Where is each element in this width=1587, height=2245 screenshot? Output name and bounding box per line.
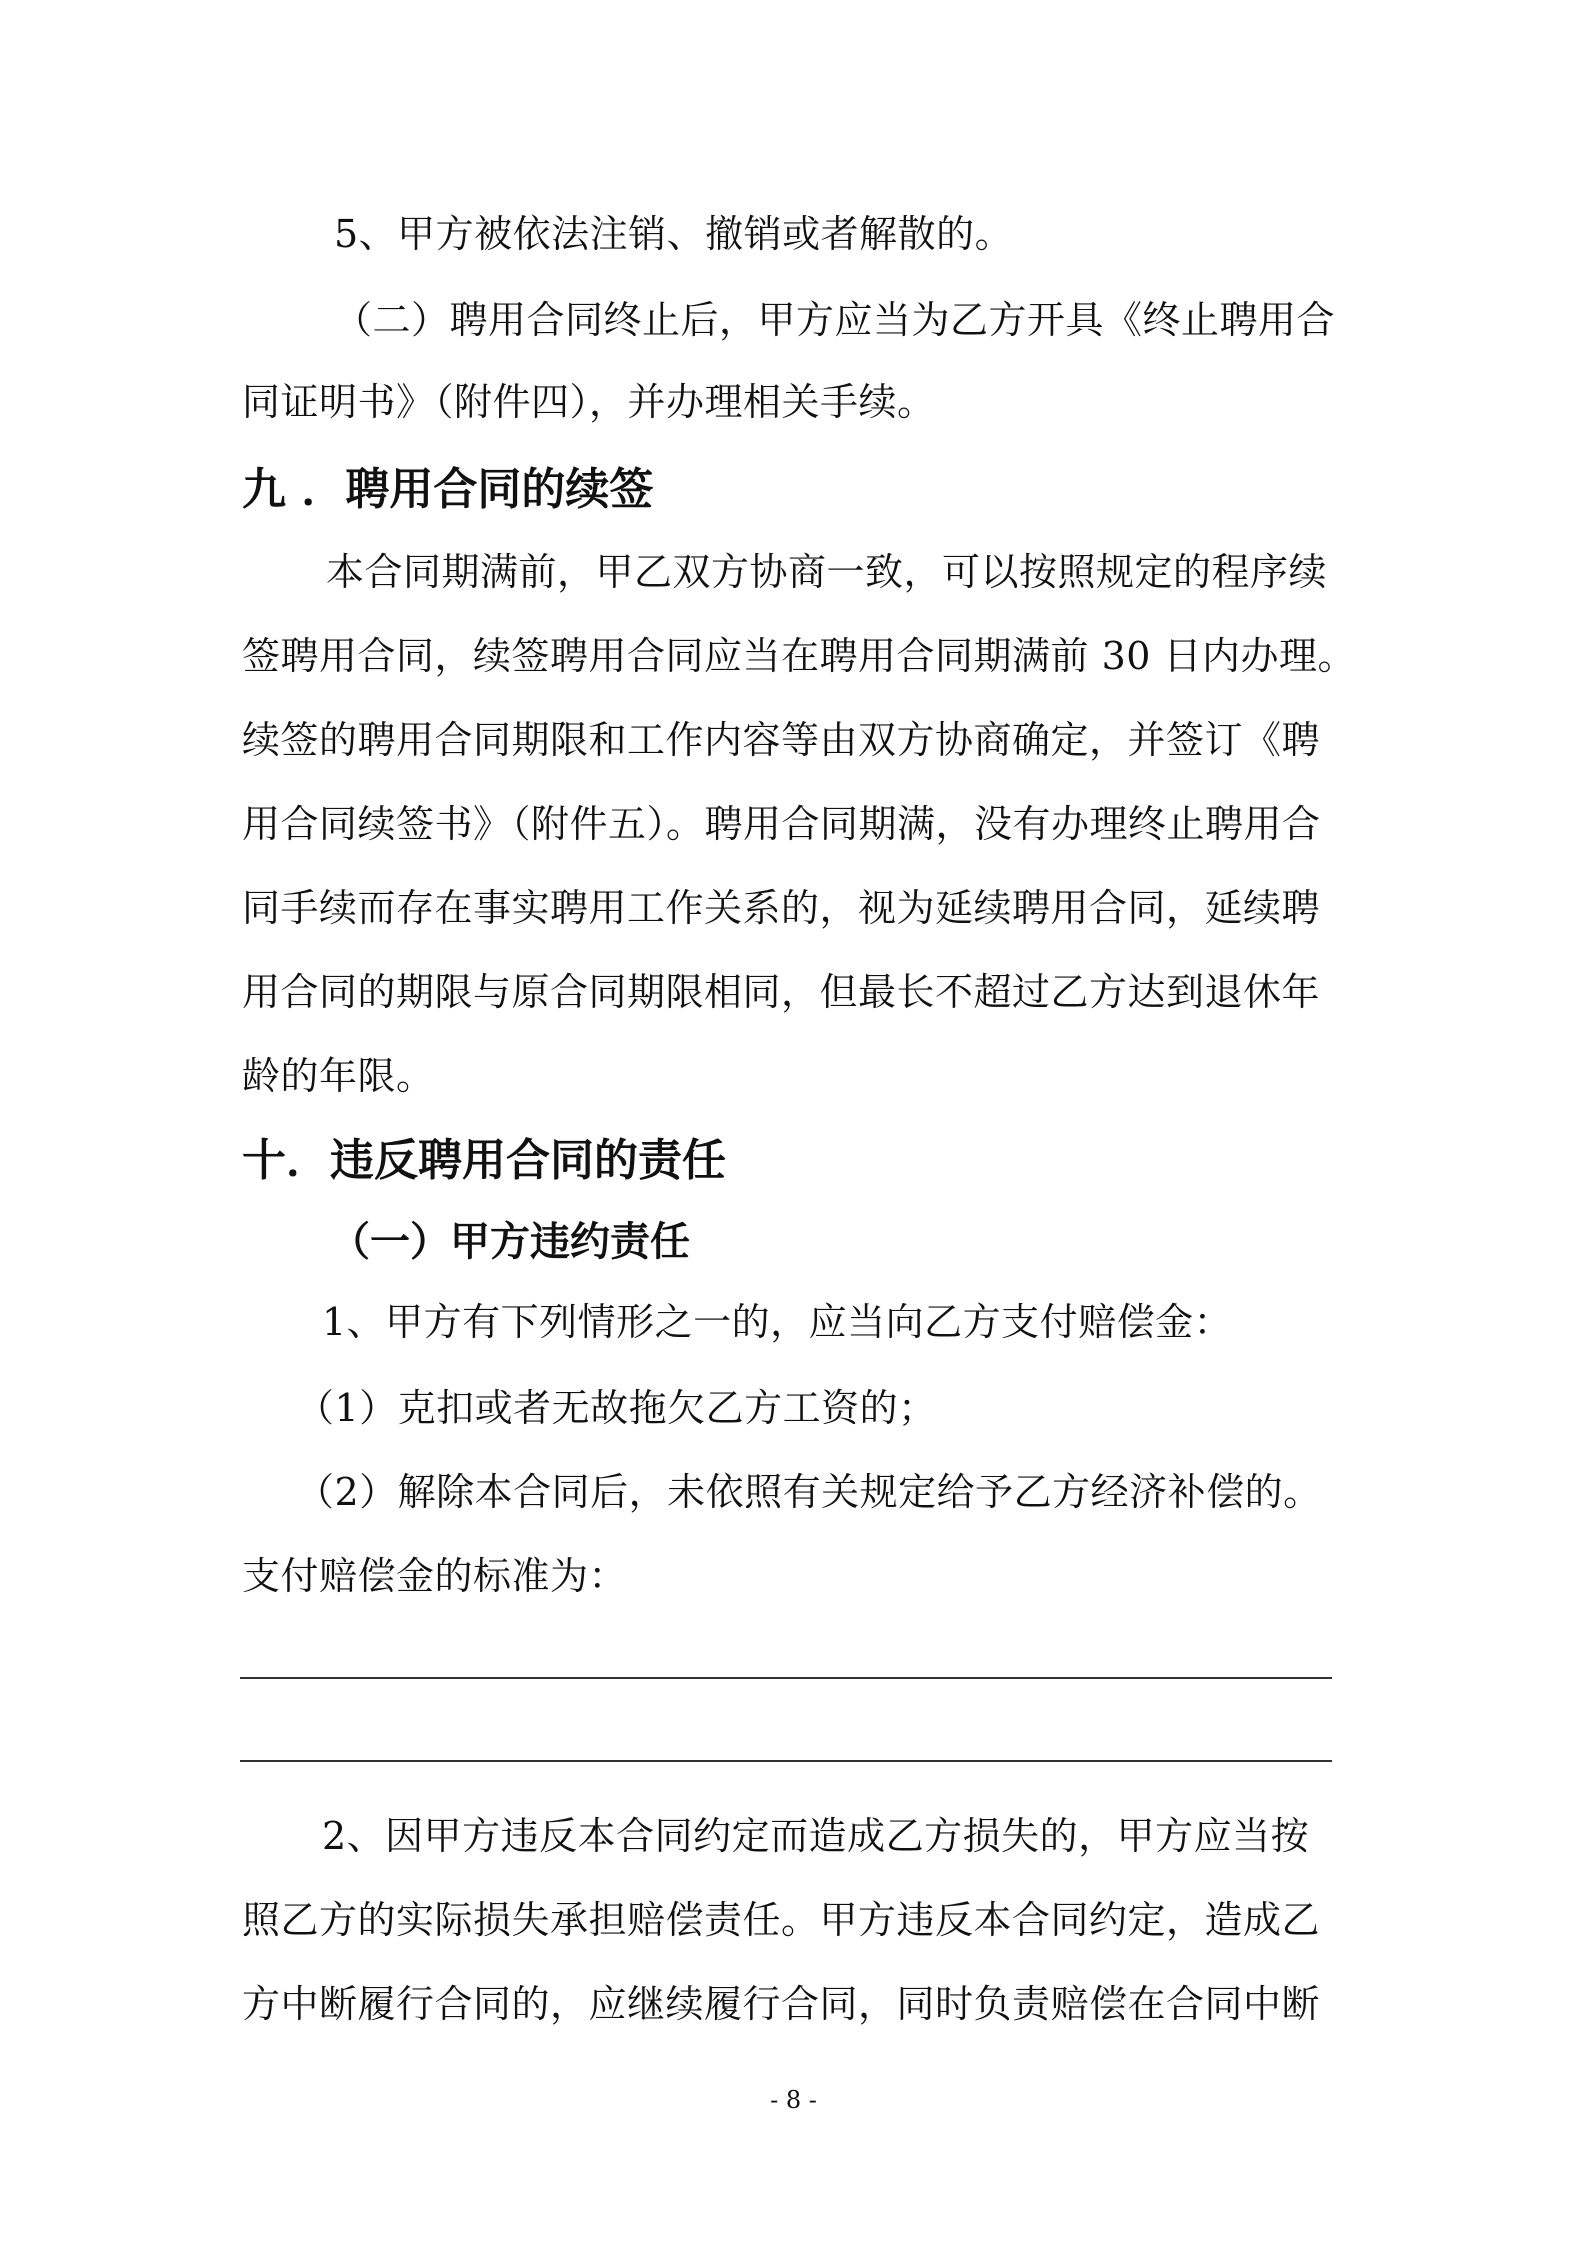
fill-in-line-1 xyxy=(240,1677,1332,1679)
section-10-item-1-1: （1）克扣或者无故拖欠乙方工资的； xyxy=(296,1386,937,1430)
section-9-line-5: 同手续而存在事实聘用工作关系的，视为延续聘用合同，延续聘 xyxy=(242,886,1321,930)
section-10-item-1: 1、甲方有下列情形之一的，应当向乙方支付赔偿金： xyxy=(322,1300,1233,1344)
standard-label: 支付赔偿金的标准为： xyxy=(242,1554,628,1598)
page-number: - 8 - xyxy=(770,2086,817,2114)
sub-2-line-1: （二）聘用合同终止后，甲方应当为乙方开具《终止聘用合 xyxy=(334,298,1336,342)
section-9-line-3: 续签的聘用合同期限和工作内容等由双方协商确定，并签订《聘 xyxy=(242,718,1321,762)
section-9-line-6: 用合同的期限与原合同期限相同，但最长不超过乙方达到退休年 xyxy=(242,970,1321,1014)
section-9-line-4: 用合同续签书》（附件五）。聘用合同期满，没有办理终止聘用合 xyxy=(242,802,1321,846)
item-5-text: 5、甲方被依法注销、撤销或者解散的。 xyxy=(334,212,1014,256)
section-10-item-2-line-3: 方中断履行合同的，应继续履行合同，同时负责赔偿在合同中断 xyxy=(242,1982,1321,2026)
section-10-item-2-line-2: 照乙方的实际损失承担赔偿责任。甲方违反本合同约定，造成乙 xyxy=(242,1898,1321,1942)
section-10-subheading: （一）甲方违约责任 xyxy=(330,1219,690,1265)
section-10-item-1-2: （2）解除本合同后，未依照有关规定给予乙方经济补偿的。 xyxy=(296,1470,1322,1514)
section-9-heading: 九 ．聘用合同的续签 xyxy=(242,464,654,515)
section-10-heading: 十．违反聘用合同的责任 xyxy=(242,1135,726,1186)
sub-2-line-2: 同证明书》（附件四），并办理相关手续。 xyxy=(242,380,936,424)
fill-in-line-2 xyxy=(240,1760,1332,1762)
section-9-line-7: 龄的年限。 xyxy=(242,1054,435,1098)
section-9-line-2: 签聘用合同，续签聘用合同应当在聘用合同期满前 30 日内办理。 xyxy=(242,634,1357,678)
section-9-line-1: 本合同期满前，甲乙双方协商一致，可以按照规定的程序续 xyxy=(326,550,1328,594)
section-10-item-2-line-1: 2、因甲方违反本合同约定而造成乙方损失的，甲方应当按 xyxy=(322,1814,1310,1858)
